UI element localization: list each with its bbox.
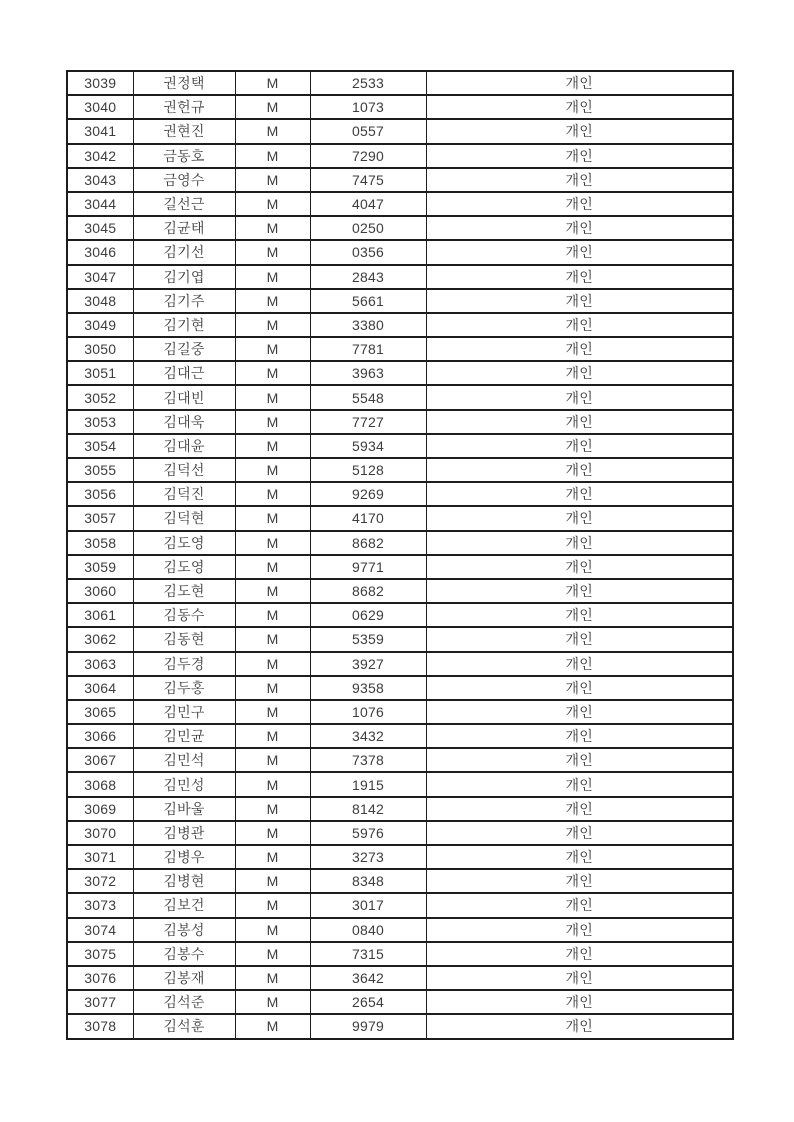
code-cell: 1915 [310,772,426,796]
entry-type-cell: 개인 [426,361,733,385]
row-number-cell: 3047 [67,265,133,289]
table-row [67,240,733,264]
entry-type-cell: 개인 [426,724,733,748]
code-cell: 8348 [310,869,426,893]
row-number-cell: 3059 [67,555,133,579]
entry-type-cell: 개인 [426,676,733,700]
row-number-cell: 3050 [67,337,133,361]
code-cell: 9771 [310,555,426,579]
entry-type-cell: 개인 [426,410,733,434]
entry-type-cell: 개인 [426,458,733,482]
person-name-cell: 김대근 [133,361,235,385]
row-number-cell: 3074 [67,918,133,942]
entry-type-cell: 개인 [426,168,733,192]
code-cell: 0356 [310,240,426,264]
person-name-cell: 김석준 [133,990,235,1014]
entry-type-cell: 개인 [426,579,733,603]
gender-cell: M [235,748,310,772]
table-row [67,966,733,990]
entry-type-cell: 개인 [426,385,733,409]
code-cell: 7781 [310,337,426,361]
table-row [67,918,733,942]
gender-cell: M [235,893,310,917]
entry-type-cell: 개인 [426,289,733,313]
gender-cell: M [235,869,310,893]
entry-type-cell: 개인 [426,797,733,821]
person-name-cell: 김기현 [133,313,235,337]
row-number-cell: 3076 [67,966,133,990]
code-cell: 7727 [310,410,426,434]
code-cell: 4047 [310,192,426,216]
gender-cell: M [235,458,310,482]
table-row [67,942,733,966]
code-cell: 9358 [310,676,426,700]
table-row [67,144,733,168]
person-name-cell: 김대욱 [133,410,235,434]
table-row [67,845,733,869]
gender-cell: M [235,168,310,192]
gender-cell: M [235,627,310,651]
person-name-cell: 김병우 [133,845,235,869]
table-row [67,410,733,434]
table-row [67,265,733,289]
table-row [67,555,733,579]
table-row [67,772,733,796]
gender-cell: M [235,531,310,555]
gender-cell: M [235,192,310,216]
person-name-cell: 김기선 [133,240,235,264]
gender-cell: M [235,772,310,796]
entry-type-cell: 개인 [426,772,733,796]
table-row [67,289,733,313]
gender-cell: M [235,95,310,119]
person-name-cell: 김동수 [133,603,235,627]
code-cell: 5359 [310,627,426,651]
entry-type-cell: 개인 [426,337,733,361]
person-name-cell: 김보건 [133,893,235,917]
code-cell: 2533 [310,71,426,95]
gender-cell: M [235,966,310,990]
row-number-cell: 3048 [67,289,133,313]
entry-type-cell: 개인 [426,119,733,143]
code-cell: 3642 [310,966,426,990]
person-name-cell: 김도영 [133,555,235,579]
entry-type-cell: 개인 [426,71,733,95]
person-name-cell: 금동호 [133,144,235,168]
gender-cell: M [235,144,310,168]
row-number-cell: 3058 [67,531,133,555]
row-number-cell: 3062 [67,627,133,651]
entry-type-cell: 개인 [426,313,733,337]
row-number-cell: 3072 [67,869,133,893]
table-row [67,192,733,216]
code-cell: 7475 [310,168,426,192]
entry-type-cell: 개인 [426,216,733,240]
code-cell: 3380 [310,313,426,337]
row-number-cell: 3063 [67,652,133,676]
table-row [67,797,733,821]
gender-cell: M [235,579,310,603]
row-number-cell: 3042 [67,144,133,168]
entry-type-cell: 개인 [426,845,733,869]
gender-cell: M [235,652,310,676]
gender-cell: M [235,313,310,337]
row-number-cell: 3040 [67,95,133,119]
gender-cell: M [235,240,310,264]
entry-type-cell: 개인 [426,240,733,264]
code-cell: 2843 [310,265,426,289]
person-name-cell: 김도영 [133,531,235,555]
entry-type-cell: 개인 [426,531,733,555]
entry-type-cell: 개인 [426,893,733,917]
person-name-cell: 김대윤 [133,434,235,458]
row-number-cell: 3056 [67,482,133,506]
row-number-cell: 3065 [67,700,133,724]
person-name-cell: 김봉재 [133,966,235,990]
roster-table [66,70,734,1040]
person-name-cell: 김대빈 [133,385,235,409]
row-number-cell: 3044 [67,192,133,216]
gender-cell: M [235,603,310,627]
row-number-cell: 3077 [67,990,133,1014]
table-row [67,506,733,530]
row-number-cell: 3041 [67,119,133,143]
code-cell: 5976 [310,821,426,845]
gender-cell: M [235,216,310,240]
entry-type-cell: 개인 [426,95,733,119]
person-name-cell: 권정택 [133,71,235,95]
table-row [67,71,733,95]
person-name-cell: 김민균 [133,724,235,748]
code-cell: 3017 [310,893,426,917]
table-row [67,724,733,748]
table-row [67,337,733,361]
person-name-cell: 길선근 [133,192,235,216]
gender-cell: M [235,337,310,361]
entry-type-cell: 개인 [426,990,733,1014]
code-cell: 3432 [310,724,426,748]
code-cell: 1073 [310,95,426,119]
code-cell: 3273 [310,845,426,869]
gender-cell: M [235,410,310,434]
person-name-cell: 김병관 [133,821,235,845]
entry-type-cell: 개인 [426,482,733,506]
table-row [67,893,733,917]
entry-type-cell: 개인 [426,748,733,772]
person-name-cell: 금영수 [133,168,235,192]
table-row [67,652,733,676]
row-number-cell: 3039 [67,71,133,95]
table-row [67,627,733,651]
code-cell: 4170 [310,506,426,530]
row-number-cell: 3049 [67,313,133,337]
table-row [67,95,733,119]
person-name-cell: 김덕현 [133,506,235,530]
table-row [67,482,733,506]
table-row [67,313,733,337]
person-name-cell: 김봉성 [133,918,235,942]
code-cell: 5548 [310,385,426,409]
entry-type-cell: 개인 [426,869,733,893]
person-name-cell: 김동현 [133,627,235,651]
gender-cell: M [235,361,310,385]
row-number-cell: 3055 [67,458,133,482]
table-row [67,748,733,772]
entry-type-cell: 개인 [426,652,733,676]
table-row [67,579,733,603]
gender-cell: M [235,821,310,845]
table-row [67,119,733,143]
gender-cell: M [235,434,310,458]
row-number-cell: 3051 [67,361,133,385]
gender-cell: M [235,700,310,724]
code-cell: 7290 [310,144,426,168]
entry-type-cell: 개인 [426,144,733,168]
entry-type-cell: 개인 [426,603,733,627]
person-name-cell: 김봉수 [133,942,235,966]
gender-cell: M [235,724,310,748]
person-name-cell: 권헌규 [133,95,235,119]
table-row [67,869,733,893]
code-cell: 7315 [310,942,426,966]
table-row [67,434,733,458]
table-row [67,216,733,240]
person-name-cell: 김두홍 [133,676,235,700]
gender-cell: M [235,119,310,143]
row-number-cell: 3070 [67,821,133,845]
table-row [67,168,733,192]
gender-cell: M [235,918,310,942]
gender-cell: M [235,506,310,530]
row-number-cell: 3060 [67,579,133,603]
table-row [67,821,733,845]
gender-cell: M [235,482,310,506]
code-cell: 0250 [310,216,426,240]
row-number-cell: 3061 [67,603,133,627]
gender-cell: M [235,1014,310,1038]
person-name-cell: 권현진 [133,119,235,143]
table-row [67,531,733,555]
row-number-cell: 3069 [67,797,133,821]
table-row [67,361,733,385]
row-number-cell: 3045 [67,216,133,240]
row-number-cell: 3078 [67,1014,133,1038]
person-name-cell: 김바울 [133,797,235,821]
code-cell: 8142 [310,797,426,821]
table-row [67,676,733,700]
entry-type-cell: 개인 [426,627,733,651]
person-name-cell: 김길중 [133,337,235,361]
entry-type-cell: 개인 [426,434,733,458]
row-number-cell: 3052 [67,385,133,409]
gender-cell: M [235,676,310,700]
gender-cell: M [235,289,310,313]
entry-type-cell: 개인 [426,265,733,289]
table-row [67,1014,733,1038]
row-number-cell: 3046 [67,240,133,264]
person-name-cell: 김균태 [133,216,235,240]
entry-type-cell: 개인 [426,918,733,942]
entry-type-cell: 개인 [426,966,733,990]
code-cell: 9979 [310,1014,426,1038]
table-row [67,603,733,627]
code-cell: 3963 [310,361,426,385]
code-cell: 1076 [310,700,426,724]
person-name-cell: 김두경 [133,652,235,676]
code-cell: 5934 [310,434,426,458]
person-name-cell: 김민성 [133,772,235,796]
row-number-cell: 3071 [67,845,133,869]
code-cell: 3927 [310,652,426,676]
table-row [67,458,733,482]
entry-type-cell: 개인 [426,942,733,966]
person-name-cell: 김덕선 [133,458,235,482]
person-name-cell: 김도현 [133,579,235,603]
entry-type-cell: 개인 [426,506,733,530]
row-number-cell: 3075 [67,942,133,966]
row-number-cell: 3064 [67,676,133,700]
row-number-cell: 3043 [67,168,133,192]
entry-type-cell: 개인 [426,700,733,724]
gender-cell: M [235,942,310,966]
code-cell: 0840 [310,918,426,942]
code-cell: 5128 [310,458,426,482]
person-name-cell: 김기엽 [133,265,235,289]
gender-cell: M [235,385,310,409]
row-number-cell: 3054 [67,434,133,458]
entry-type-cell: 개인 [426,1014,733,1038]
table-row [67,990,733,1014]
person-name-cell: 김덕진 [133,482,235,506]
entry-type-cell: 개인 [426,821,733,845]
code-cell: 7378 [310,748,426,772]
table-row [67,700,733,724]
code-cell: 8682 [310,579,426,603]
code-cell: 9269 [310,482,426,506]
person-name-cell: 김병현 [133,869,235,893]
person-name-cell: 김석훈 [133,1014,235,1038]
row-number-cell: 3068 [67,772,133,796]
code-cell: 8682 [310,531,426,555]
row-number-cell: 3066 [67,724,133,748]
row-number-cell: 3053 [67,410,133,434]
row-number-cell: 3067 [67,748,133,772]
person-name-cell: 김민구 [133,700,235,724]
gender-cell: M [235,71,310,95]
code-cell: 5661 [310,289,426,313]
person-name-cell: 김민석 [133,748,235,772]
roster-table-body [67,71,733,1039]
code-cell: 0629 [310,603,426,627]
row-number-cell: 3057 [67,506,133,530]
entry-type-cell: 개인 [426,555,733,579]
table-row [67,385,733,409]
row-number-cell: 3073 [67,893,133,917]
code-cell: 0557 [310,119,426,143]
gender-cell: M [235,990,310,1014]
entry-type-cell: 개인 [426,192,733,216]
gender-cell: M [235,797,310,821]
gender-cell: M [235,845,310,869]
code-cell: 2654 [310,990,426,1014]
person-name-cell: 김기주 [133,289,235,313]
gender-cell: M [235,265,310,289]
gender-cell: M [235,555,310,579]
